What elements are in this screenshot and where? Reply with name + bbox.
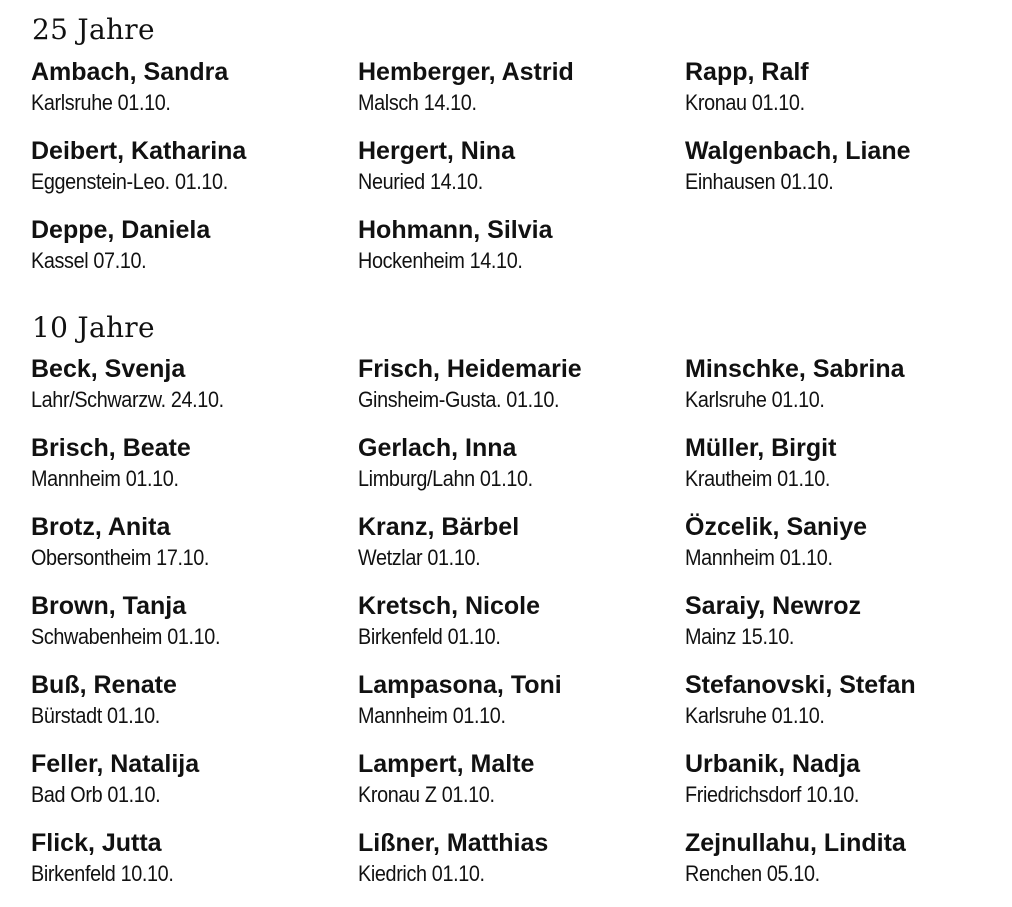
location-date: Karlsruhe 01.10. <box>685 387 825 412</box>
person-name: Hergert, Nina <box>358 137 515 165</box>
location-date: Krautheim 01.10. <box>685 466 831 491</box>
anniversary-entry <box>31 215 358 294</box>
person-name: Brown, Tanja <box>31 592 187 620</box>
person-name: Minschke, Sabrina <box>685 355 905 383</box>
location-date: Kiedrich 01.10. <box>358 861 485 886</box>
person-name: Kretsch, Nicole <box>358 592 541 620</box>
location-date: Neuried 14.10. <box>358 169 483 194</box>
location-date: Bad Orb 01.10. <box>31 782 161 807</box>
location-date: Karlsruhe 01.10. <box>31 90 171 115</box>
person-name: Brotz, Anita <box>31 513 171 541</box>
person-name: Rapp, Ralf <box>685 58 809 86</box>
anniversary-entry <box>685 354 1012 433</box>
person-name: Lampert, Malte <box>358 750 535 778</box>
location-date: Ginsheim-Gusta. 01.10. <box>358 387 560 412</box>
location-date: Einhausen 01.10. <box>685 169 834 194</box>
person-name: Buß, Renate <box>31 671 177 699</box>
person-name: Stefanovski, Stefan <box>685 671 916 699</box>
anniversary-entry <box>358 591 685 670</box>
anniversary-list-10-jahre <box>31 354 1012 907</box>
anniversary-entry <box>685 136 1012 215</box>
person-name: Frisch, Heidemarie <box>358 355 582 383</box>
anniversary-entry <box>31 591 358 670</box>
location-date: Malsch 14.10. <box>358 90 477 115</box>
anniversary-entry <box>31 670 358 749</box>
location-date: Lahr/Schwarzw. 24.10. <box>31 387 224 412</box>
anniversary-entry <box>31 354 358 433</box>
anniversary-entry <box>685 670 1012 749</box>
person-name: Feller, Natalija <box>31 750 200 778</box>
location-date: Kronau Z 01.10. <box>358 782 495 807</box>
anniversary-entry <box>685 57 1012 136</box>
anniversary-entry <box>31 512 358 591</box>
person-name: Gerlach, Inna <box>358 434 517 462</box>
location-date: Friedrichsdorf 10.10. <box>685 782 860 807</box>
anniversary-entry <box>358 670 685 749</box>
anniversary-entry <box>358 749 685 828</box>
person-name: Hemberger, Astrid <box>358 58 574 86</box>
anniversary-entry <box>358 433 685 512</box>
location-date: Eggenstein-Leo. 01.10. <box>31 169 228 194</box>
location-date: Mannheim 01.10. <box>685 545 833 570</box>
location-date: Hockenheim 14.10. <box>358 248 523 273</box>
section-title-10-jahre: 10 Jahre <box>32 311 155 344</box>
location-date: Birkenfeld 01.10. <box>358 624 501 649</box>
person-name: Lampasona, Toni <box>358 671 562 699</box>
location-date: Obersontheim 17.10. <box>31 545 210 570</box>
anniversary-entry <box>31 749 358 828</box>
location-date: Limburg/Lahn 01.10. <box>358 466 533 491</box>
location-date: Wetzlar 01.10. <box>358 545 481 570</box>
anniversary-entry <box>31 136 358 215</box>
person-name: Beck, Svenja <box>31 355 186 383</box>
person-name: Özcelik, Saniye <box>685 513 868 541</box>
anniversary-list-25-jahre <box>31 57 1012 294</box>
person-name: Deibert, Katharina <box>31 137 247 165</box>
location-date: Mannheim 01.10. <box>31 466 179 491</box>
person-name: Saraiy, Newroz <box>685 592 862 620</box>
location-date: Birkenfeld 10.10. <box>31 861 174 886</box>
anniversary-entry <box>358 828 685 907</box>
person-name: Kranz, Bärbel <box>358 513 520 541</box>
section-title-25-jahre: 25 Jahre <box>32 13 155 46</box>
location-date: Schwabenheim 01.10. <box>31 624 221 649</box>
anniversary-entry <box>358 512 685 591</box>
location-date: Kassel 07.10. <box>31 248 147 273</box>
anniversary-entry <box>685 591 1012 670</box>
anniversary-entry <box>31 828 358 907</box>
person-name: Brisch, Beate <box>31 434 191 462</box>
person-name: Flick, Jutta <box>31 829 162 857</box>
location-date: Kronau 01.10. <box>685 90 805 115</box>
person-name: Urbanik, Nadja <box>685 750 861 778</box>
anniversary-entry <box>358 215 685 294</box>
anniversary-entry <box>358 354 685 433</box>
location-date: Karlsruhe 01.10. <box>685 703 825 728</box>
person-name: Deppe, Daniela <box>31 216 211 244</box>
location-date: Mainz 15.10. <box>685 624 795 649</box>
anniversary-entry <box>685 828 1012 907</box>
location-date: Mannheim 01.10. <box>358 703 506 728</box>
anniversary-entry <box>31 433 358 512</box>
location-date: Bürstadt 01.10. <box>31 703 160 728</box>
person-name: Ambach, Sandra <box>31 58 229 86</box>
person-name: Hohmann, Silvia <box>358 216 553 244</box>
anniversary-entry <box>685 512 1012 591</box>
person-name: Lißner, Matthias <box>358 829 549 857</box>
person-name: Zejnullahu, Lindita <box>685 829 906 857</box>
anniversary-entry <box>358 57 685 136</box>
person-name: Walgenbach, Liane <box>685 137 911 165</box>
anniversary-entry <box>685 749 1012 828</box>
location-date: Renchen 05.10. <box>685 861 820 886</box>
person-name: Müller, Birgit <box>685 434 837 462</box>
anniversary-entry <box>358 136 685 215</box>
anniversary-entry <box>31 57 358 136</box>
anniversary-entry <box>685 433 1012 512</box>
